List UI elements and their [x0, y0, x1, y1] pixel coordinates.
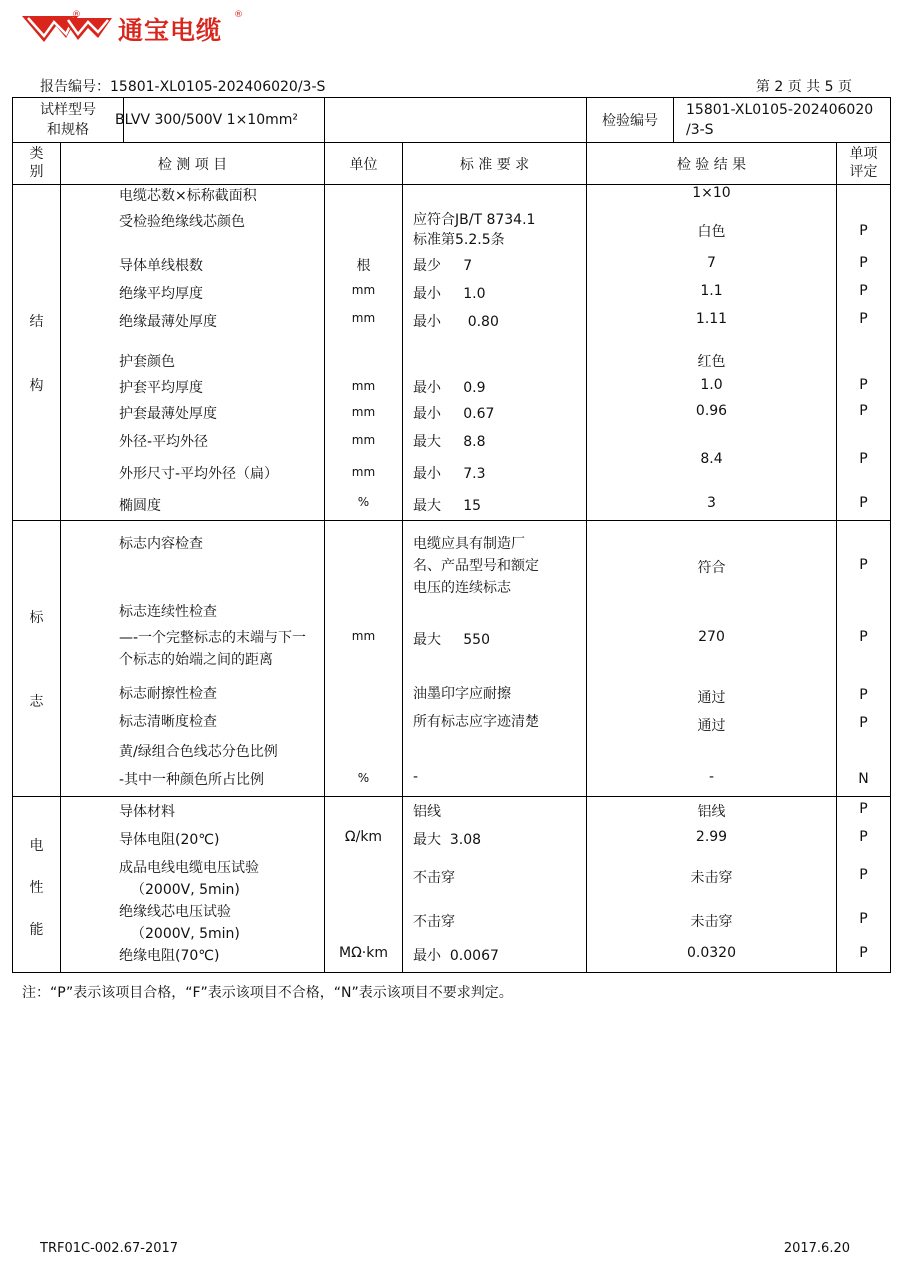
- list-item: 受检验绝缘线芯颜色: [119, 214, 245, 230]
- electrical-items: 导体材料 导体电阻(20℃) 成品电线电缆电压试验 （2000V, 5min) 绝缘线芯电压试验 （2000V, 5min) 绝缘电阻(70℃): [61, 797, 325, 973]
- structure-results: 1×10 白色 7 1.1 1.11 红色 1.0 0.96 8.4 3: [587, 185, 837, 521]
- form-code: TRF01C-002.67-2017: [40, 1241, 179, 1256]
- column-header-row: [13, 143, 891, 185]
- marking-section: [13, 521, 891, 797]
- electrical-section-label: 电 性 能: [13, 797, 61, 973]
- electrical-section: [13, 797, 891, 973]
- structure-units: 根 mm mm mm mm mm mm %: [325, 185, 403, 521]
- col-requirement: 标 准 要 求: [403, 143, 587, 185]
- brand-logo: [22, 10, 252, 50]
- col-item: 检 测 项 目: [61, 143, 325, 185]
- list-item: 绝缘最薄处厚度: [119, 314, 217, 330]
- marking-items: 标志内容检查 标志连续性检查 —-一个完整标志的末端与下一 个标志的始端之间的距离 标志耐擦性检查 标志清晰度检查 黄/绿组合色线芯分色比例 -其中一种颜色所占比例: [61, 521, 325, 797]
- list-item: 绝缘平均厚度: [119, 286, 203, 302]
- model-label: 试样型号 和规格: [13, 98, 124, 142]
- list-item: 导体单线根数: [119, 258, 203, 274]
- list-item: 护套颜色: [119, 354, 175, 370]
- col-category: 类 别: [13, 143, 61, 185]
- structure-section: [13, 185, 891, 521]
- info-row: [13, 98, 891, 143]
- legend-note: 注：“P”表示该项目合格，“F”表示该项目不合格，“N”表示该项目不要求判定。: [22, 985, 513, 1001]
- list-item: 护套平均厚度: [119, 380, 203, 396]
- marking-section-label: 标 志: [13, 521, 61, 797]
- reg-mark-2: ®: [234, 10, 243, 20]
- list-item: 椭圆度: [119, 498, 161, 514]
- inspection-value: 15801-XL0105-202406020 /3-S: [686, 102, 874, 138]
- marking-results: 符合 270 通过 通过 -: [587, 521, 837, 797]
- marking-units: mm %: [325, 521, 403, 797]
- col-result: 检 验 结 果: [587, 143, 837, 185]
- list-item: 外形尺寸-平均外径（扁）: [119, 466, 279, 482]
- marking-requirements: 电缆应具有制造厂 名、产品型号和额定 电压的连续标志 最大 550 油墨印字应耐擦 所有标志应字迹清楚 -: [403, 521, 587, 797]
- electrical-requirements: 铝线 最大 3.08 不击穿 不击穿 最小 0.0067: [403, 797, 587, 973]
- electrical-results: 铝线 2.99 未击穿 未击穿 0.0320: [587, 797, 837, 973]
- list-item: 护套最薄处厚度: [119, 406, 217, 422]
- col-unit: 单位: [325, 143, 403, 185]
- structure-judgements: P P P P P P P P: [837, 185, 891, 521]
- test-report-table: [12, 97, 891, 973]
- inspection-label: 检验编号: [587, 98, 674, 142]
- list-item: 电缆芯数×标称截面积: [119, 188, 257, 204]
- report-number: 报告编号：15801-XL0105-202406020/3-S: [40, 79, 326, 95]
- page-number: 第 2 页 共 5 页: [755, 79, 852, 95]
- electrical-units: Ω/km MΩ·km: [325, 797, 403, 973]
- structure-items: [61, 185, 325, 521]
- reg-mark: ®: [72, 10, 81, 20]
- model-value: BLVV 300/500V 1×10mm²: [115, 112, 298, 128]
- electrical-judgements: P P P P P: [837, 797, 891, 973]
- col-judgement: 单项 评定: [837, 143, 891, 185]
- structure-section-label: 结 构: [13, 185, 61, 521]
- brand-wing-icon: [22, 12, 114, 46]
- brand-name: 通宝电缆: [118, 16, 223, 45]
- form-date: 2017.6.20: [783, 1241, 850, 1256]
- list-item: 外径-平均外径: [119, 434, 209, 450]
- marking-judgements: P P P P N: [837, 521, 891, 797]
- structure-requirements: 应符合JB/T 8734.1 标准第5.2.5条 最少 7 最小 1.0 最小 0.80 最小 0.9 最小 0.67 最大 8.8 最小 7.3 最大 15: [403, 185, 587, 521]
